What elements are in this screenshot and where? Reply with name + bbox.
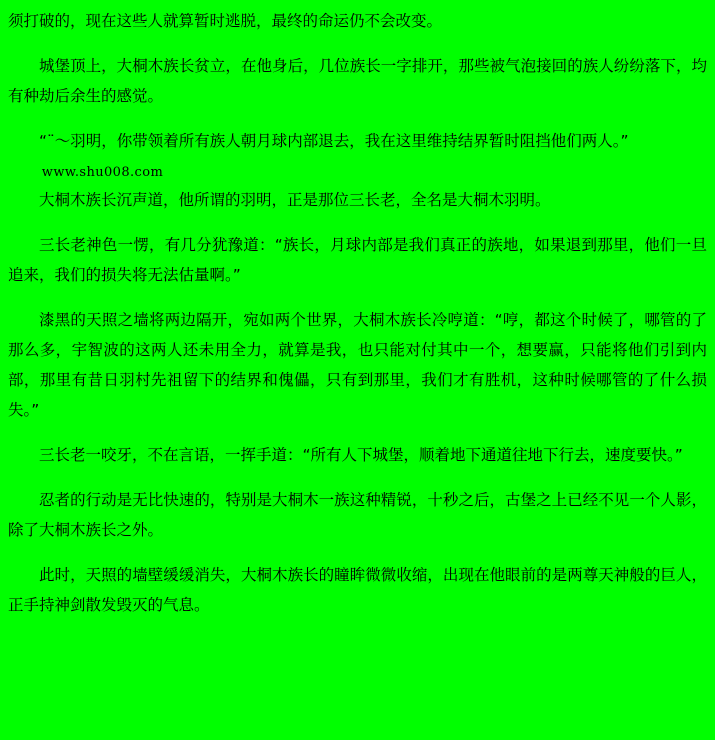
- paragraph: 三长老神色一愣，有几分犹豫道：“族长，月球内部是我们真正的族地，如果退到那里，他们一旦追来，我们的损失将无法估量啊。”: [8, 236, 707, 284]
- paragraph: 三长老一咬牙，不在言语，一挥手道：“所有人下城堡，顺着地下通道往地下行去，速度要快。”: [39, 446, 683, 464]
- paragraph: 大桐木族长沉声道，他所谓的羽明，正是那位三长老，全名是大桐木羽明。: [39, 191, 551, 209]
- paragraph: 忍者的行动是无比快速的，特别是大桐木一族这种精锐，十秒之后，古堡之上已经不见一个人影，除了大桐木族长之外。: [8, 491, 707, 539]
- paragraph: 城堡顶上，大桐木族长贫立，在他身后，几位族长一字排开，那些被气泡接回的族人纷纷落下，均有种劫后余生的感觉。: [8, 57, 707, 105]
- paragraph: 须打破的，现在这些人就算暂时逃脱，最终的命运仍不会改变。: [8, 12, 443, 30]
- paragraph: 漆黑的天照之墙将两边隔开，宛如两个世界，大桐木族长冷哼道：“哼，都这个时候了，哪管的了那么多，宇智波的这两人还未用全力，就算是我，也只能对付其中一个，想要赢，只能将他们引到内部，那里有昔日羽村先祖留下的结界和傀儡，只有到那里，我们才有胜机，这种时候哪管的了什么损失。”: [8, 311, 707, 419]
- site-watermark: www.shu008.com: [41, 165, 164, 180]
- paragraph: “¨～羽明，你带领着所有族人朝月球内部退去，我在这里维持结界暂时阻挡他们两人。”: [39, 132, 629, 150]
- paragraph: 此时，天照的墙壁缓缓消失，大桐木族长的瞳眸微微收缩，出现在他眼前的是两尊天神般的巨人，正手持神剑散发毁灭的气息。: [8, 566, 707, 614]
